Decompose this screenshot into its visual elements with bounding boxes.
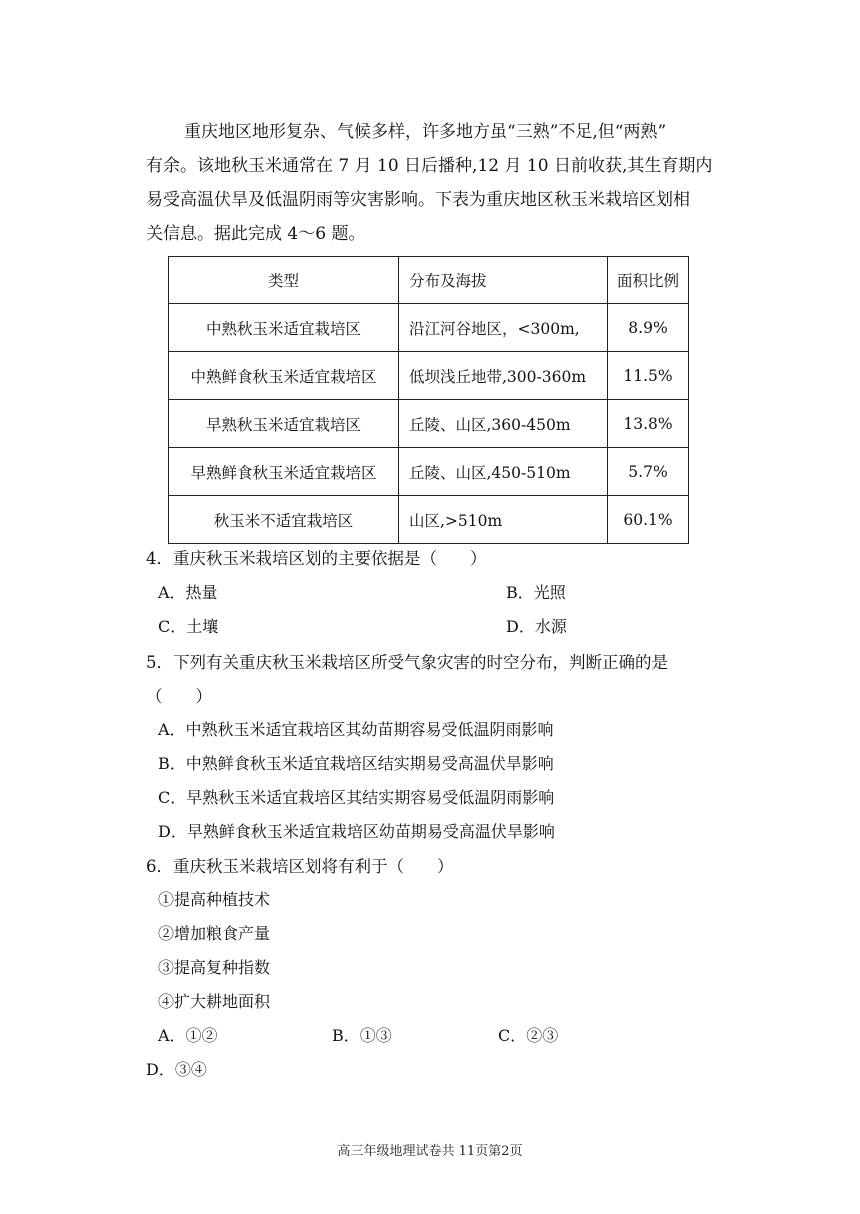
q6-option-d[interactable]: D．③④ xyxy=(146,1060,207,1079)
table-cell: 丘陵、山区,450-510m xyxy=(399,448,608,496)
table-cell: 秋玉米不适宜栽培区 xyxy=(169,496,399,544)
table-cell: 60.1% xyxy=(608,496,689,544)
q6-option-a[interactable]: A．①② xyxy=(158,1026,218,1045)
q6-option-b[interactable]: B．①③ xyxy=(332,1026,392,1045)
q4-option-c[interactable]: C．土壤 xyxy=(158,617,219,636)
table-cell: 8.9% xyxy=(608,304,689,352)
q4-option-a[interactable]: A．热量 xyxy=(158,583,218,602)
table-row xyxy=(169,400,689,448)
table-cell: 11.5% xyxy=(608,352,689,400)
q5-option-d[interactable]: D．早熟鲜食秋玉米适宜栽培区幼苗期易受高温伏旱影响 xyxy=(158,822,555,841)
table-cell: 5.7% xyxy=(608,448,689,496)
intro-line: 易受高温伏旱及低温阴雨等灾害影响。下表为重庆地区秋玉米栽培区划相 xyxy=(146,190,690,210)
q5-option-b[interactable]: B．中熟鲜食秋玉米适宜栽培区结实期易受高温伏旱影响 xyxy=(158,754,554,773)
table-cell: 低坝浅丘地带,300-360m xyxy=(399,352,608,400)
table-cell: 中熟秋玉米适宜栽培区 xyxy=(169,304,399,352)
q4-option-b[interactable]: B．光照 xyxy=(506,583,566,602)
table-row xyxy=(169,304,689,352)
q6-item-3: ③提高复种指数 xyxy=(158,958,271,977)
table-cell: 早熟鲜食秋玉米适宜栽培区 xyxy=(169,448,399,496)
table-row xyxy=(169,448,689,496)
table-header-cell: 面积比例 xyxy=(608,257,689,304)
question-4-stem: 4．重庆秋玉米栽培区划的主要依据是（ ） xyxy=(146,549,487,568)
table-header-cell: 类型 xyxy=(169,257,399,304)
table-row xyxy=(169,352,689,400)
question-5-stem-continued: （ ） xyxy=(146,687,212,706)
q5-option-c[interactable]: C．早熟秋玉米适宜栽培区其结实期容易受低温阴雨影响 xyxy=(158,788,555,807)
page-footer: 高三年级地理试卷共 11页第2页 xyxy=(337,1144,523,1159)
table-header-cell: 分布及海拔 xyxy=(399,257,608,304)
table-cell: 丘陵、山区,360-450m xyxy=(399,400,608,448)
table-cell: 早熟秋玉米适宜栽培区 xyxy=(169,400,399,448)
table-cell: 13.8% xyxy=(608,400,689,448)
q5-option-a[interactable]: A．中熟秋玉米适宜栽培区其幼苗期容易受低温阴雨影响 xyxy=(158,720,554,739)
intro-line: 有余。该地秋玉米通常在 7 月 10 日后播种,12 月 10 日前收获,其生育期内 xyxy=(146,156,713,176)
table-row xyxy=(169,496,689,544)
question-6-stem: 6．重庆秋玉米栽培区划将有利于（ ） xyxy=(146,857,454,876)
q6-item-4: ④扩大耕地面积 xyxy=(158,992,271,1011)
table-cell: 山区,>510m xyxy=(399,496,608,544)
table-header-row xyxy=(169,257,689,304)
q6-option-c[interactable]: C．②③ xyxy=(498,1026,559,1045)
q6-item-2: ②增加粮食产量 xyxy=(158,924,271,943)
table-cell: 中熟鲜食秋玉米适宜栽培区 xyxy=(169,352,399,400)
table-cell: 沿江河谷地区，<300m, xyxy=(399,304,608,352)
intro-line: 重庆地区地形复杂、气候多样，许多地方虽“三熟”不足,但“两熟” xyxy=(184,122,667,142)
q4-option-d[interactable]: D．水源 xyxy=(506,617,567,636)
cultivation-zone-table xyxy=(168,256,689,544)
q6-item-1: ①提高种植技术 xyxy=(158,890,271,909)
intro-line: 关信息。据此完成 4～6 题。 xyxy=(146,224,366,244)
intro-paragraph xyxy=(146,115,716,251)
question-5-stem: 5．下列有关重庆秋玉米栽培区所受气象灾害的时空分布，判断正确的是 xyxy=(146,653,668,672)
